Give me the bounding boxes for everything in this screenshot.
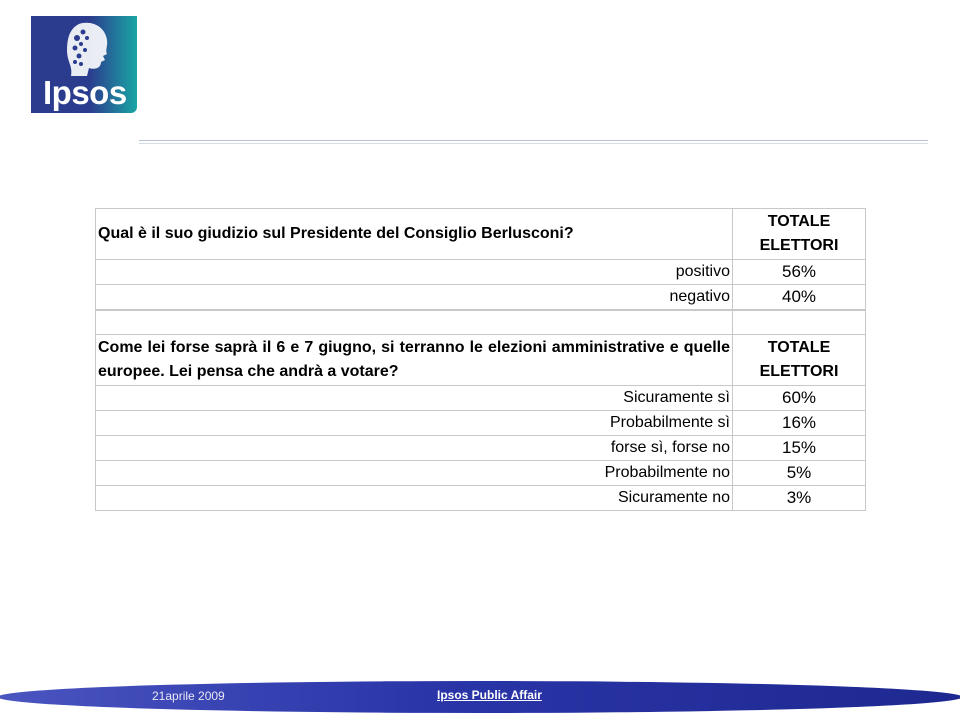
- poll-table: [95, 208, 866, 511]
- row-value: 16%: [733, 411, 866, 436]
- header-rule: [139, 140, 928, 141]
- footer-link[interactable]: Ipsos Public Affair: [437, 688, 542, 702]
- row-value: 3%: [733, 486, 866, 511]
- header-rule-secondary: [139, 143, 928, 144]
- row-value: 5%: [733, 461, 866, 486]
- row-label: Probabilmente sì: [96, 411, 733, 436]
- separator-row: [96, 310, 866, 335]
- table-row: [96, 486, 866, 511]
- row-label: positivo: [96, 260, 733, 285]
- row-label: Sicuramente sì: [96, 386, 733, 411]
- table-row: [96, 461, 866, 486]
- question-1: Qual è il suo giudizio sul Presidente del Consiglio Berlusconi?: [96, 209, 733, 260]
- row-label: negativo: [96, 285, 733, 311]
- table-row: [96, 436, 866, 461]
- table-row: [96, 411, 866, 436]
- footer-date: 21aprile 2009: [152, 689, 225, 703]
- question-row: [96, 209, 866, 260]
- row-label: Probabilmente no: [96, 461, 733, 486]
- ipsos-logo: [31, 16, 137, 113]
- empty-cell: [96, 310, 733, 335]
- row-value: 40%: [733, 285, 866, 311]
- table-row: [96, 260, 866, 285]
- question-row: [96, 335, 866, 386]
- empty-cell: [733, 310, 866, 335]
- column-header-2: TOTALE ELETTORI: [733, 335, 866, 386]
- question-2: Come lei forse saprà il 6 e 7 giugno, si terranno le elezioni amministrative e quelle europee. Lei pensa che andrà a votare?: [96, 335, 733, 386]
- column-header-1: TOTALE ELETTORI: [733, 209, 866, 260]
- table-row: [96, 386, 866, 411]
- row-value: 15%: [733, 436, 866, 461]
- row-label: forse sì, forse no: [96, 436, 733, 461]
- row-value: 60%: [733, 386, 866, 411]
- row-value: 56%: [733, 260, 866, 285]
- logo-wordmark: Ipsos: [43, 74, 127, 111]
- row-label: Sicuramente no: [96, 486, 733, 511]
- table-row: [96, 285, 866, 311]
